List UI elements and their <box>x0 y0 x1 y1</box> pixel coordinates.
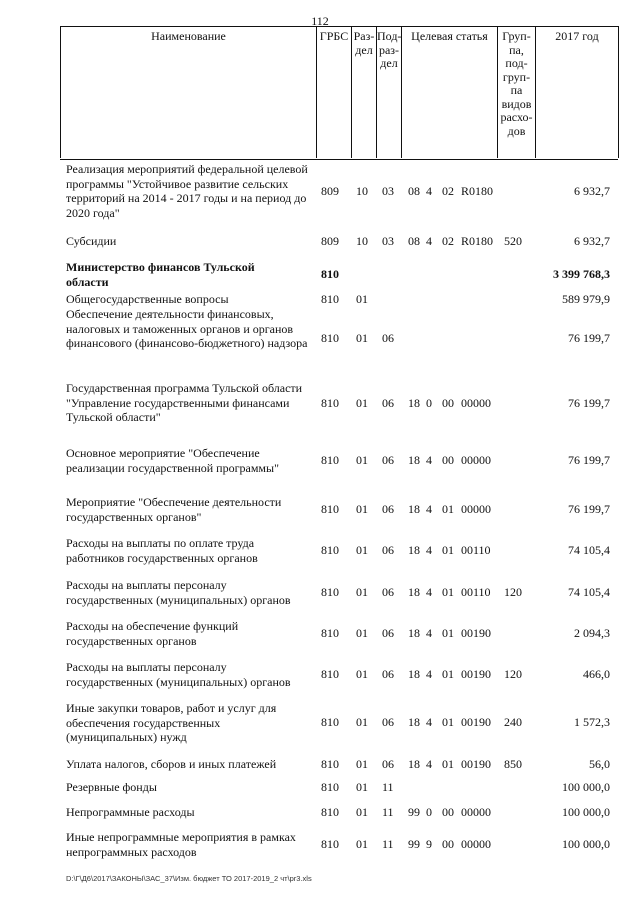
row-program: 18 <box>408 757 420 771</box>
row-code: 00190 <box>461 757 491 771</box>
row-code: 00190 <box>461 626 491 640</box>
row-amount: 74 105,4 <box>568 585 610 599</box>
header-year: 2017 год <box>555 29 599 43</box>
row-program: 18 <box>408 453 420 467</box>
header-podrazdel: Под- раз- дел <box>377 29 402 70</box>
row-grbs: 810 <box>321 331 339 345</box>
row-grbs: 809 <box>321 234 339 248</box>
row-grbs: 810 <box>321 543 339 557</box>
row-podrazdel: 06 <box>382 715 394 729</box>
row-razdel: 01 <box>356 453 368 467</box>
row-name: Иные непрограммные мероприятия в рамках непрограммных расходов <box>66 830 296 859</box>
col-divider <box>535 26 536 158</box>
row-subprogram: 4 <box>426 667 432 681</box>
row-name: Мероприятие "Обеспечение деятельности государственных органов" <box>66 495 282 524</box>
row-razdel: 01 <box>356 543 368 557</box>
row-razdel: 10 <box>356 234 368 248</box>
row-podrazdel: 06 <box>382 396 394 410</box>
row-name: Резервные фонды <box>66 780 157 794</box>
row-amount: 76 199,7 <box>568 396 610 410</box>
row-razdel: 01 <box>356 805 368 819</box>
row-amount: 466,0 <box>583 667 610 681</box>
row-grbs: 810 <box>321 837 339 851</box>
row-subprogram: 9 <box>426 837 432 851</box>
row-name: Субсидии <box>66 234 117 248</box>
row-group: 00 <box>442 805 454 819</box>
row-program: 99 <box>408 805 420 819</box>
file-path-footer: D:\Г\Д6\2017\ЗАКОНЫ\ЗАС_37\Изм. бюджет ТО 2017-2019_2 чт\pr3.xls <box>66 874 312 883</box>
row-name: Расходы на выплаты персоналу государственных (муниципальных) органов <box>66 578 291 607</box>
row-expense-type: 520 <box>504 234 522 248</box>
row-code: 00110 <box>461 543 491 557</box>
row-razdel: 01 <box>356 837 368 851</box>
row-name: Реализация мероприятий федеральной целевой программы "Устойчивое развитие сельских территорий на 2014 - 2017 годы и на период до 2020 года" <box>66 162 308 220</box>
row-razdel: 01 <box>356 502 368 516</box>
row-group: 01 <box>442 502 454 516</box>
row-razdel: 01 <box>356 396 368 410</box>
row-razdel: 01 <box>356 331 368 345</box>
row-expense-type: 850 <box>504 757 522 771</box>
row-podrazdel: 06 <box>382 331 394 345</box>
row-razdel: 01 <box>356 715 368 729</box>
row-subprogram: 0 <box>426 805 432 819</box>
row-name: Министерство финансов Тульской области <box>66 260 255 289</box>
row-expense-type: 120 <box>504 585 522 599</box>
row-subprogram: 0 <box>426 396 432 410</box>
row-amount: 76 199,7 <box>568 453 610 467</box>
row-podrazdel: 11 <box>382 780 394 794</box>
row-code: 00000 <box>461 396 491 410</box>
row-name: Расходы на выплаты по оплате труда работников государственных органов <box>66 536 258 565</box>
row-code: 00000 <box>461 502 491 516</box>
row-subprogram: 4 <box>426 184 432 198</box>
row-group: 00 <box>442 837 454 851</box>
row-group: 01 <box>442 626 454 640</box>
row-amount: 100 000,0 <box>562 805 610 819</box>
row-code: 00190 <box>461 667 491 681</box>
row-expense-type: 120 <box>504 667 522 681</box>
row-name: Общегосударственные вопросы <box>66 292 229 306</box>
row-grbs: 810 <box>321 757 339 771</box>
row-amount: 2 094,3 <box>574 626 610 640</box>
row-group: 01 <box>442 667 454 681</box>
row-podrazdel: 03 <box>382 234 394 248</box>
row-code: 00110 <box>461 585 491 599</box>
row-razdel: 01 <box>356 292 368 306</box>
row-name: Уплата налогов, сборов и иных платежей <box>66 757 277 771</box>
header-target: Целевая статья <box>411 29 488 43</box>
row-podrazdel: 06 <box>382 667 394 681</box>
row-amount: 74 105,4 <box>568 543 610 557</box>
row-name: Обеспечение деятельности финансовых, налоговых и таможенных органов и органов финансового (финансово-бюджетного) надзора <box>66 307 308 350</box>
row-podrazdel: 06 <box>382 585 394 599</box>
header-grbs: ГРБС <box>319 29 349 43</box>
row-grbs: 809 <box>321 184 339 198</box>
row-code: 00000 <box>461 453 491 467</box>
row-amount: 76 199,7 <box>568 502 610 516</box>
row-grbs: 810 <box>321 715 339 729</box>
row-subprogram: 4 <box>426 453 432 467</box>
row-subprogram: 4 <box>426 626 432 640</box>
row-program: 08 <box>408 234 420 248</box>
row-podrazdel: 03 <box>382 184 394 198</box>
col-divider <box>401 26 402 158</box>
row-podrazdel: 06 <box>382 502 394 516</box>
row-program: 18 <box>408 626 420 640</box>
row-podrazdel: 06 <box>382 543 394 557</box>
row-name: Государственная программа Тульской области "Управление государственными финансами Тульской области" <box>66 381 303 424</box>
row-program: 18 <box>408 667 420 681</box>
row-grbs: 810 <box>321 502 339 516</box>
row-grbs: 810 <box>321 585 339 599</box>
header-group: Груп- па, под- груп- па видов расхо- дов <box>500 29 533 138</box>
row-group: 01 <box>442 757 454 771</box>
row-program: 18 <box>408 585 420 599</box>
row-subprogram: 4 <box>426 502 432 516</box>
col-divider <box>60 26 61 158</box>
row-podrazdel: 06 <box>382 453 394 467</box>
row-program: 18 <box>408 715 420 729</box>
row-expense-type: 240 <box>504 715 522 729</box>
row-grbs: 810 <box>321 667 339 681</box>
row-razdel: 01 <box>356 780 368 794</box>
row-program: 18 <box>408 396 420 410</box>
row-subprogram: 4 <box>426 234 432 248</box>
row-grbs: 810 <box>321 396 339 410</box>
row-name: Непрограммные расходы <box>66 805 195 819</box>
row-podrazdel: 06 <box>382 757 394 771</box>
row-amount: 100 000,0 <box>562 837 610 851</box>
row-code: R0180 <box>461 184 494 198</box>
row-code: 00000 <box>461 805 491 819</box>
row-podrazdel: 11 <box>382 837 394 851</box>
row-group: 02 <box>442 234 454 248</box>
row-amount: 6 932,7 <box>574 234 610 248</box>
page-number: 112 <box>311 14 329 28</box>
row-razdel: 01 <box>356 626 368 640</box>
row-amount: 589 979,9 <box>562 292 610 306</box>
row-name: Иные закупки товаров, работ и услуг для обеспечения государственных (муниципальных) нужд <box>66 701 277 744</box>
row-group: 00 <box>442 453 454 467</box>
row-subprogram: 4 <box>426 757 432 771</box>
row-code: 00190 <box>461 715 491 729</box>
row-code: 00000 <box>461 837 491 851</box>
row-program: 08 <box>408 184 420 198</box>
row-group: 02 <box>442 184 454 198</box>
row-grbs: 810 <box>321 292 339 306</box>
row-podrazdel: 11 <box>382 805 394 819</box>
row-code: R0180 <box>461 234 494 248</box>
row-grbs: 810 <box>321 780 339 794</box>
row-razdel: 01 <box>356 585 368 599</box>
header-name: Наименование <box>151 29 226 43</box>
row-program: 99 <box>408 837 420 851</box>
row-amount: 100 000,0 <box>562 780 610 794</box>
row-group: 01 <box>442 585 454 599</box>
row-group: 00 <box>442 396 454 410</box>
row-grbs: 810 <box>321 805 339 819</box>
row-amount: 56,0 <box>589 757 610 771</box>
header-razdel: Раз- дел <box>353 29 375 57</box>
row-amount: 6 932,7 <box>574 184 610 198</box>
row-group: 01 <box>442 715 454 729</box>
row-name: Расходы на выплаты персоналу государственных (муниципальных) органов <box>66 660 291 689</box>
row-group: 01 <box>442 543 454 557</box>
row-razdel: 01 <box>356 757 368 771</box>
col-divider <box>316 26 317 158</box>
row-subprogram: 4 <box>426 715 432 729</box>
row-grbs: 810 <box>321 267 339 281</box>
row-subprogram: 4 <box>426 543 432 557</box>
row-razdel: 01 <box>356 667 368 681</box>
row-grbs: 810 <box>321 626 339 640</box>
row-amount: 76 199,7 <box>568 331 610 345</box>
col-divider <box>618 26 619 158</box>
row-program: 18 <box>408 543 420 557</box>
row-name: Основное мероприятие "Обеспечение реализации государственной программы" <box>66 446 279 475</box>
row-grbs: 810 <box>321 453 339 467</box>
row-amount: 1 572,3 <box>574 715 610 729</box>
row-razdel: 10 <box>356 184 368 198</box>
row-program: 18 <box>408 502 420 516</box>
row-podrazdel: 06 <box>382 626 394 640</box>
row-amount: 3 399 768,3 <box>553 267 610 281</box>
row-name: Расходы на обеспечение функций государственных органов <box>66 619 239 648</box>
row-subprogram: 4 <box>426 585 432 599</box>
